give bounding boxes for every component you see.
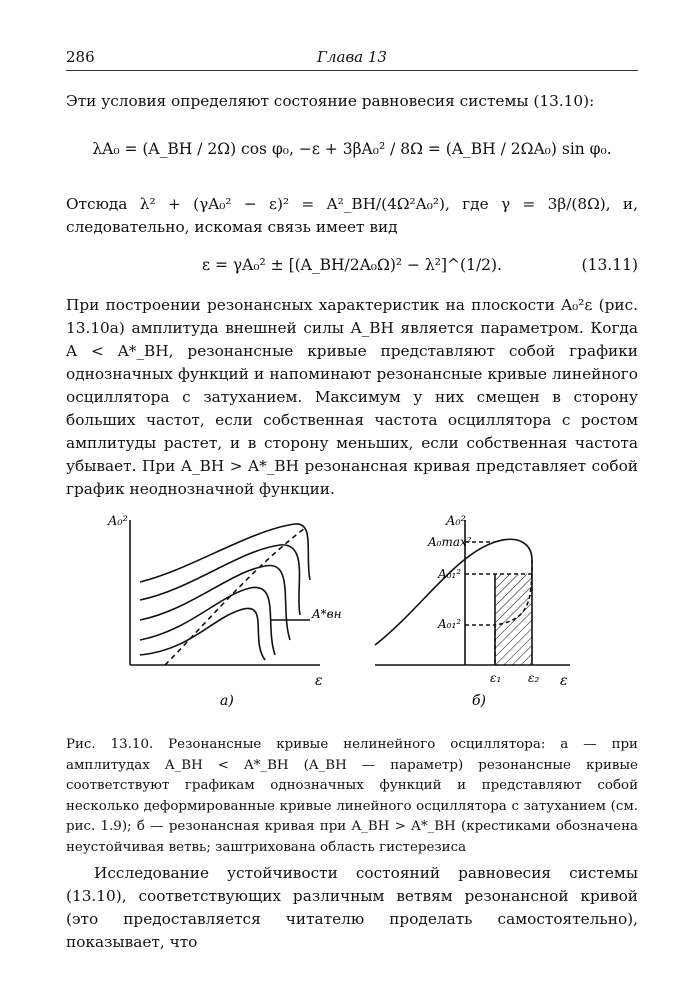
panel-b-level-max-label: A₀max² [428, 535, 472, 549]
panel-a [130, 520, 320, 665]
resonance-curve-4 [140, 545, 300, 615]
equation-13-11-body: ε = γA₀² ± [(A_ВН/2A₀Ω)² − λ²]^(1/2). [201, 256, 503, 274]
resonance-curve-5 [140, 524, 310, 582]
resonance-curve-2 [140, 587, 275, 655]
page-header [66, 48, 638, 70]
figure-caption: Рис. 13.10. Резонансные кривые нелинейного осциллятора: а — при амплитудах A_ВН < A*_ВН (A_ВН — параметр) резонансные кривые соответствуют графикам однозначных функций и представляют собой несколько деформированные кривые линейного осциллятора с затуханием (см. рис. 1.9); б — резонансная кривая при A_ВН > A*_ВН (крестиками обозначена неустойчивая ветвь; заштрихована область гистерезиса [66, 737, 638, 855]
backbone-curve [165, 528, 305, 665]
panel-b-y-label: A₀² [446, 514, 466, 529]
panel-b [375, 520, 570, 665]
panel-a-x-label: ε [315, 673, 323, 689]
panel-b-epsilon-1-label: ε₁ [490, 671, 502, 685]
panel-a-curve-label: A*вн [312, 607, 342, 621]
chapter-title: Глава 13 [317, 48, 387, 66]
main-paragraph: При построении резонансных характеристик на плоскости A₀²ε (рис. 13.10а) амплитуда внешней силы A_ВН является параметром. Когда A < A*_ВН, резонансные кривые представляют собой графики однозначных функций и напоминают резонансные кривые линейного осциллятора с затуханием. Максимум у них смещен в сторону больших частот, если собственная частота осциллятора с ростом амплитуды растет, и в сторону меньших, если собственная частота убывает. При A_ВН > A*_ВН резонансная кривая представляет собой график неоднозначной функции. [66, 296, 638, 498]
intro-paragraph: Эти условия определяют состояние равновесия системы (13.10): [66, 92, 595, 110]
equation-13-11 [66, 256, 638, 274]
equation-number: (13.11) [581, 256, 638, 274]
header-rule [66, 70, 638, 71]
panel-b-epsilon-2-label: ε₂ [528, 671, 540, 685]
panel-a-y-label: A₀² [108, 514, 128, 529]
panel-b-level-upper-label: A₀₁² [438, 567, 462, 581]
final-paragraph: Исследование устойчивости состояний равновесия системы (13.10), соответствующих различным ветвям резонансной кривой (это предоставляется читателю проделать самостоятельно), показывает, что [66, 864, 638, 951]
panel-a-sublabel: а) [220, 693, 234, 709]
hence-paragraph: Отсюда λ² + (γA₀² − ε)² = A²_ВН/(4Ω²A₀²), где γ = 3β/(8Ω), и, следовательно, искомая связь имеет вид [66, 195, 638, 236]
resonance-curve-3 [140, 565, 290, 640]
equation-equilibrium: λA₀ = (A_ВН / 2Ω) cos φ₀, −ε + 3βA₀² / 8Ω = (A_ВН / 2ΩA₀) sin φ₀. [92, 140, 612, 158]
panel-b-sublabel: б) [472, 693, 487, 709]
panel-b-x-label: ε [560, 673, 568, 689]
page-number: 286 [66, 48, 95, 66]
panel-b-level-lower-label: A₀₁² [438, 617, 462, 631]
figure-13-10 [100, 500, 620, 720]
hysteresis-region [495, 574, 532, 665]
